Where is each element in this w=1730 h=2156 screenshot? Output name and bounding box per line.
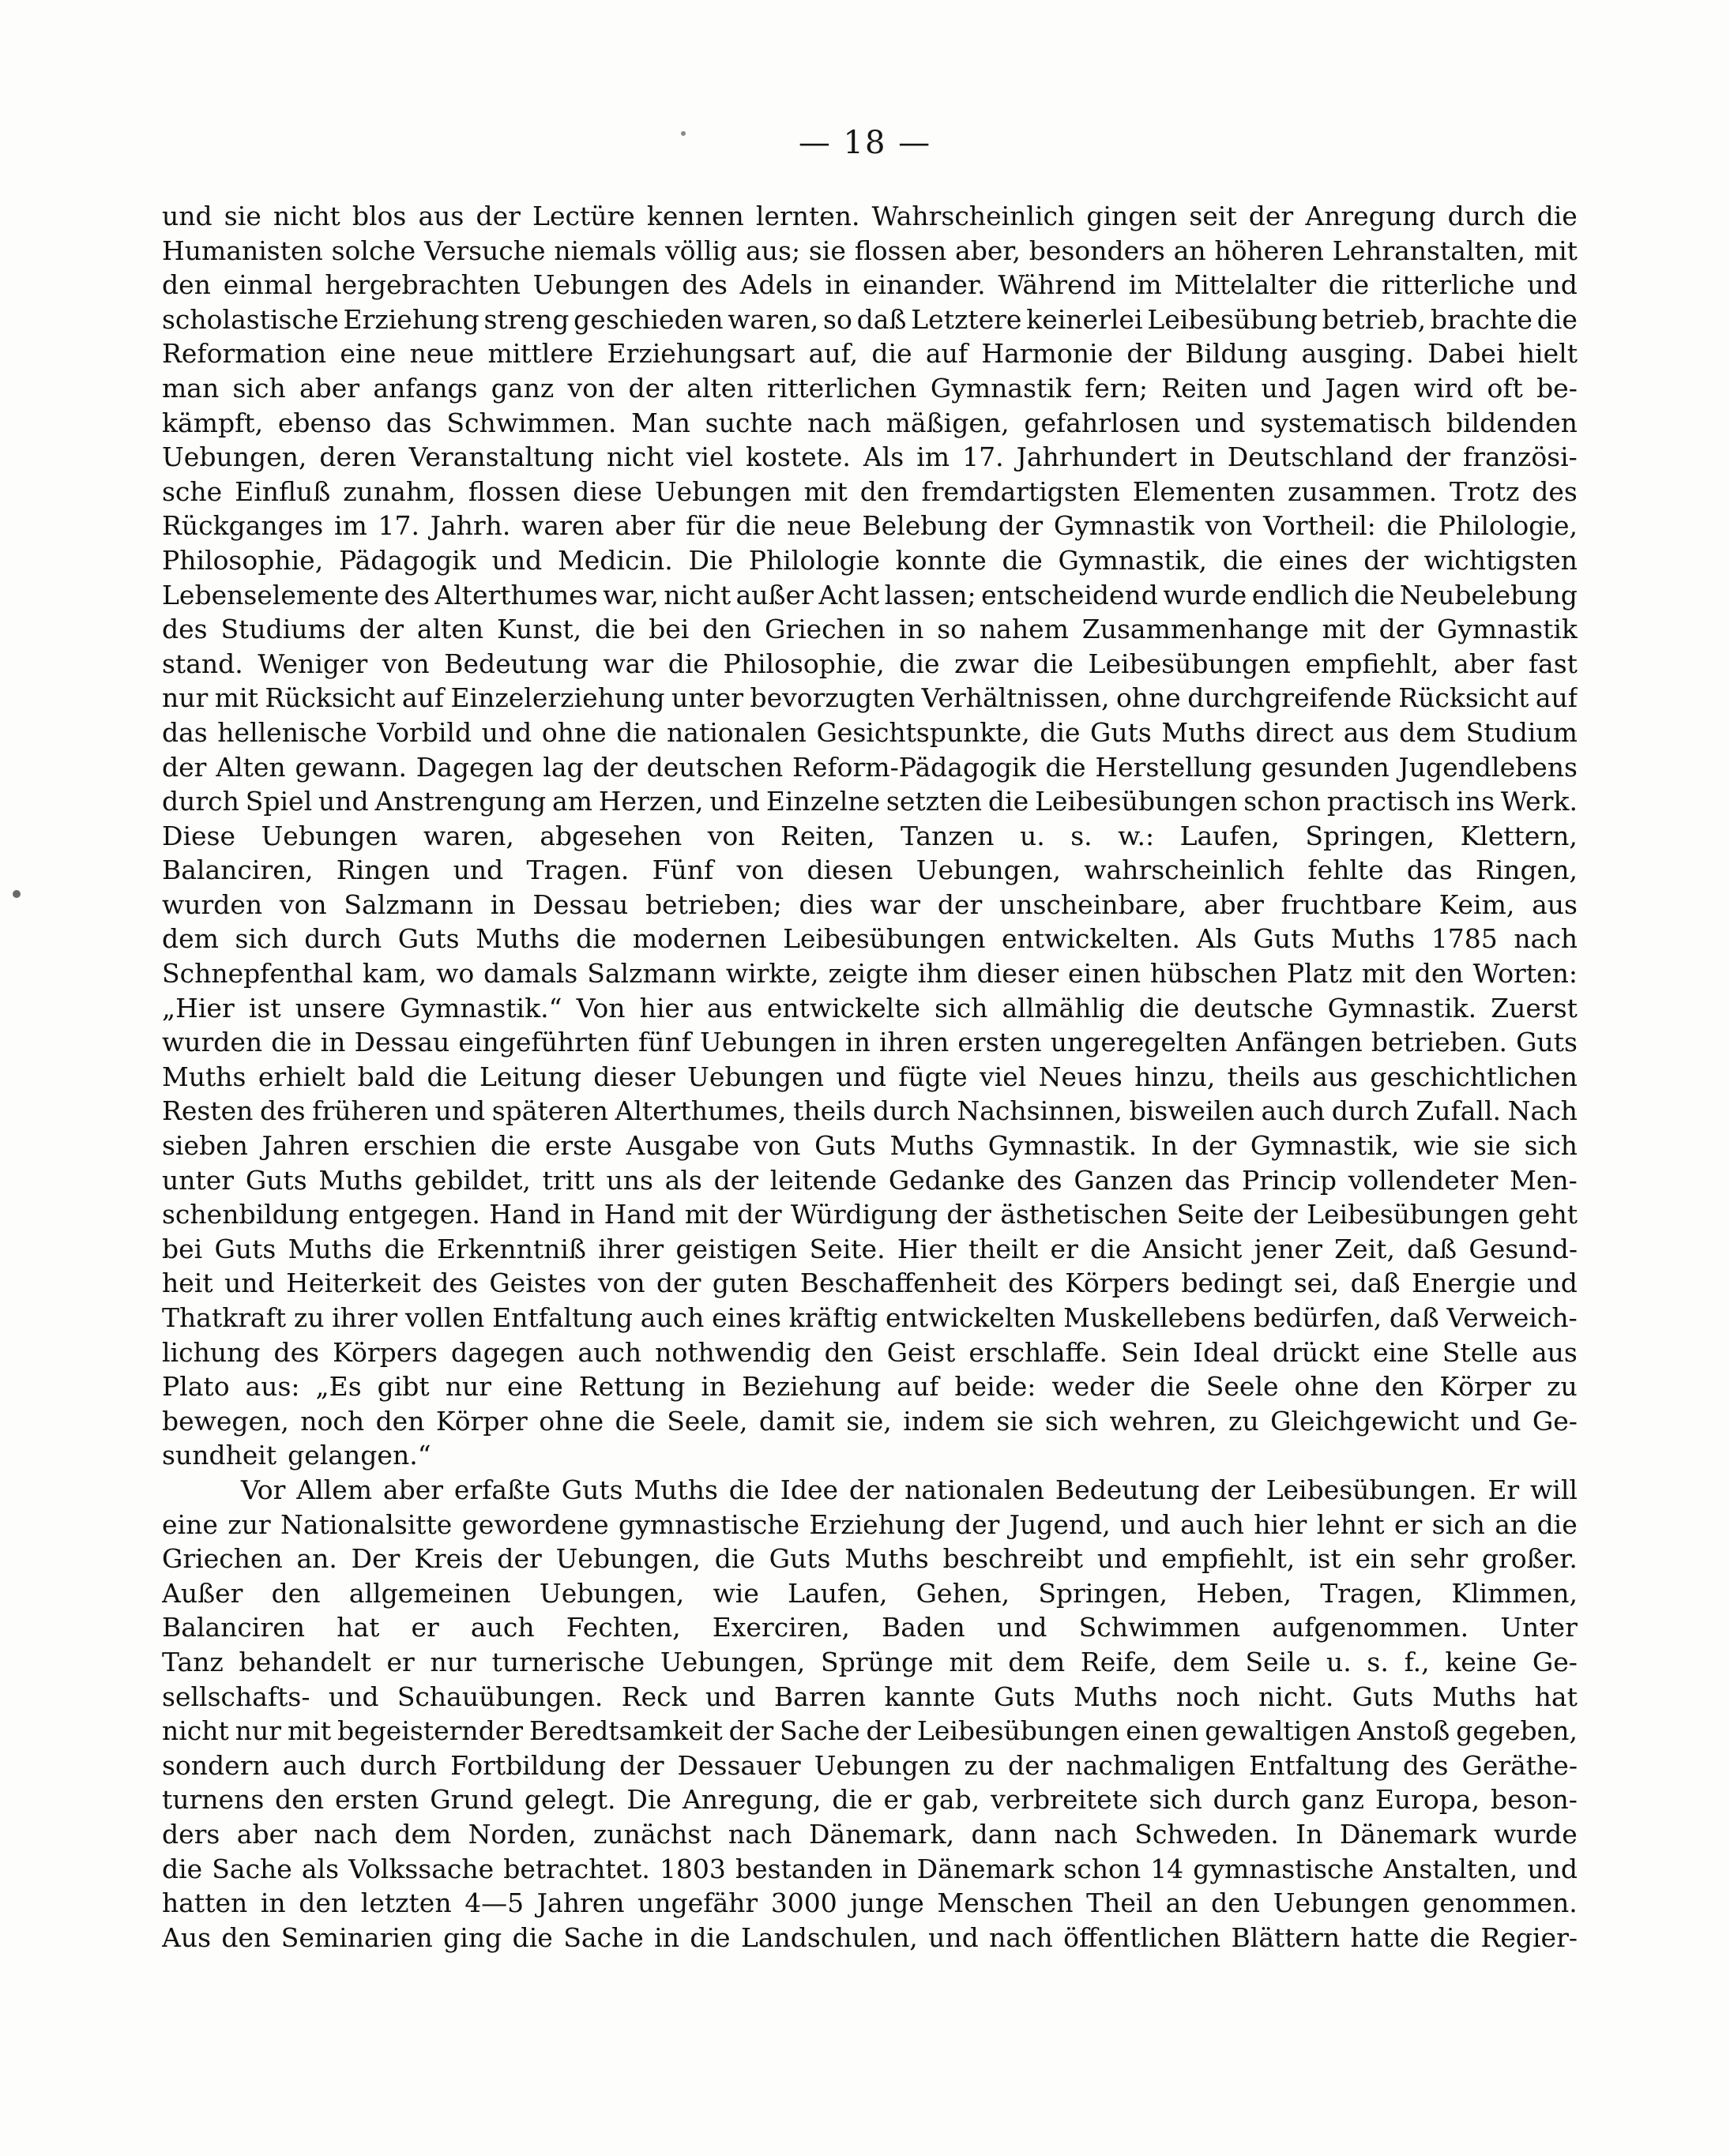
text-line: Lebenselemente des Alterthumes war, nicht außer Acht lassen; entscheidend wurde endlich die Neubelebung [162, 579, 1578, 610]
text-line: durch Spiel und Anstrengung am Herzen, und Einzelne setzten die Leibesübungen schon practisch ins Werk. [162, 786, 1578, 817]
text-line: scholastische Erziehung streng geschieden waren, so daß Letztere keinerlei Leibesübung betrieb, brachte die [162, 303, 1578, 335]
text-line: Resten des früheren und späteren Alterthumes, theils durch Nachsinnen, bisweilen auch durch Zufall. Nach [162, 1095, 1578, 1127]
text-line: sieben Jahren erschien die erste Ausgabe von Guts Muths Gymnastik. In der Gymnastik, wie sie sich [162, 1130, 1578, 1162]
text-line: bewegen, noch den Körper ohne die Seele, damit sie, indem sie sich wehren, zu Gleichgewicht und Ge- [162, 1405, 1578, 1437]
text-line: Plato aus: „Es gibt nur eine Rettung in Beziehung auf beide: weder die Seele ohne den Körper zu [162, 1371, 1578, 1403]
text-line: Tanz behandelt er nur turnerische Uebungen, Sprünge mit dem Reife, dem Seile u. s. f., keine Ge- [162, 1646, 1578, 1677]
ink-speck [13, 890, 21, 898]
text-line: Balanciren hat er auch Fechten, Exerciren, Baden und Schwimmen aufgenommen. Unter [162, 1612, 1578, 1643]
text-line: sche Einfluß zunahm, flossen diese Uebungen mit den fremdartigsten Elementen zusammen. Trotz des [162, 475, 1578, 507]
paragraph [162, 1473, 1578, 1955]
text-line: ders aber nach dem Norden, zunächst nach Dänemark, dann nach Schweden. In Dänemark wurde [162, 1818, 1578, 1850]
body-text [162, 199, 1578, 1955]
text-line: den einmal hergebrachten Uebungen des Adels in einander. Während im Mittelalter die ritterliche und [162, 269, 1578, 301]
text-line: man sich aber anfangs ganz von der alten ritterlichen Gymnastik fern; Reiten und Jagen wird oft be- [162, 372, 1578, 404]
text-line: Vor Allem aber erfaßte Guts Muths die Idee der nationalen Bedeutung der Leibesübungen. Er will [241, 1474, 1578, 1505]
text-line: heit und Heiterkeit des Geistes von der guten Beschaffenheit des Körpers bedingt sei, daß Energie und [162, 1268, 1578, 1299]
text-line: sondern auch durch Fortbildung der Dessauer Uebungen zu der nachmaligen Entfaltung des Geräthe- [162, 1749, 1578, 1781]
page-number: — 18 — [798, 125, 932, 161]
text-line: nicht nur mit begeisternder Beredtsamkeit der Sache der Leibesübungen einen gewaltigen Anstoß gegeben, [162, 1715, 1578, 1747]
text-line: hatten in den letzten 4—5 Jahren ungefähr 3000 junge Menschen Theil an den Uebungen genommen. [162, 1887, 1578, 1919]
text-line: Thatkraft zu ihrer vollen Entfaltung auch eines kräftig entwickelten Muskellebens bedürfen, daß Verweich- [162, 1302, 1578, 1333]
paragraph [162, 199, 1578, 1473]
text-line: eine zur Nationalsitte gewordene gymnastische Erziehung der Jugend, und auch hier lehnt er sich an die [162, 1508, 1578, 1540]
text-line: Humanisten solche Versuche niemals völlig aus; sie flossen aber, besonders an höheren Lehranstalten, mit [162, 235, 1578, 266]
text-line: die Sache als Volkssache betrachtet. 1803 bestanden in Dänemark schon 14 gymnastische Anstalten, und [162, 1853, 1578, 1884]
text-line: stand. Weniger von Bedeutung war die Philosophie, die zwar die Leibesübungen empfiehlt, aber fast [162, 648, 1578, 679]
text-line: sellschafts- und Schauübungen. Reck und Barren kannte Guts Muths noch nicht. Guts Muths hat [162, 1681, 1578, 1712]
text-line: und sie nicht blos aus der Lectüre kennen lernten. Wahrscheinlich gingen seit der Anregung durch die [162, 201, 1578, 231]
text-line: Balanciren, Ringen und Tragen. Fünf von diesen Uebungen, wahrscheinlich fehlte das Ringen, [162, 855, 1578, 886]
text-line: Muths erhielt bald die Leitung dieser Uebungen und fügte viel Neues hinzu, theils aus geschichtlichen [162, 1061, 1578, 1092]
text-line: Uebungen, deren Veranstaltung nicht viel kostete. Als im 17. Jahrhundert in Deutschland der französi- [162, 441, 1578, 473]
text-line: „Hier ist unsere Gymnastik.“ Von hier aus entwickelte sich allmählig die deutsche Gymnastik. Zuerst [162, 992, 1578, 1024]
text-line: kämpft, ebenso das Schwimmen. Man suchte nach mäßigen, gefahrlosen und systematisch bildenden [162, 407, 1578, 438]
text-line: Schnepfenthal kam, wo damals Salzmann wirkte, zeigte ihm dieser einen hübschen Platz mit den Worten: [162, 958, 1578, 990]
text-line: wurden von Salzmann in Dessau betrieben; dies war der unscheinbare, aber fruchtbare Keim, aus [162, 888, 1578, 920]
text-line: Philosophie, Pädagogik und Medicin. Die Philologie konnte die Gymnastik, die eines der wichtigsten [162, 544, 1578, 576]
text-line: Reformation eine neue mittlere Erziehungsart auf, die auf Harmonie der Bildung ausging. Dabei hielt [162, 338, 1578, 370]
text-line: lichung des Körpers dagegen auch nothwendig den Geist erschlaffe. Sein Ideal drückt eine Stelle aus [162, 1336, 1578, 1368]
text-line: des Studiums der alten Kunst, die bei den Griechen in so nahem Zusammenhange mit der Gymnastik [162, 614, 1578, 645]
text-line: Diese Uebungen waren, abgesehen von Reiten, Tanzen u. s. w.: Laufen, Springen, Klettern, [162, 820, 1578, 851]
text-line: unter Guts Muths gebildet, tritt uns als der leitende Gedanke des Ganzen das Princip vollendeter Men- [162, 1164, 1578, 1196]
text-line: schenbildung entgegen. Hand in Hand mit der Würdigung der ästhetischen Seite der Leibesübungen geht [162, 1199, 1578, 1230]
text-line: der Alten gewann. Dagegen lag der deutschen Reform-Pädagogik die Herstellung gesunden Jugendlebens [162, 751, 1578, 783]
text-line: Aus den Seminarien ging die Sache in die Landschulen, und nach öffentlichen Blättern hatte die Regier- [162, 1921, 1578, 1953]
text-line: nur mit Rücksicht auf Einzelerziehung unter bevorzugten Verhältnissen, ohne durchgreifende Rücksicht auf [162, 682, 1578, 714]
text-line: Rückganges im 17. Jahrh. waren aber für die neue Belebung der Gymnastik von Vortheil: die Philologie, [162, 510, 1578, 542]
text-line: turnens den ersten Grund gelegt. Die Anregung, die er gab, verbreitete sich durch ganz Europa, beson- [162, 1784, 1578, 1816]
text-line: bei Guts Muths die Erkenntniß ihrer geistigen Seite. Hier theilt er die Ansicht jener Zeit, daß Gesund- [162, 1233, 1578, 1264]
text-line: Griechen an. Der Kreis der Uebungen, die Guts Muths beschreibt und empfiehlt, ist ein sehr großer. [162, 1543, 1578, 1575]
text-line: das hellenische Vorbild und ohne die nationalen Gesichtspunkte, die Guts Muths direct aus dem Studium [162, 716, 1578, 748]
text-line: dem sich durch Guts Muths die modernen Leibesübungen entwickelten. Als Guts Muths 1785 nach [162, 923, 1578, 955]
text-line: Außer den allgemeinen Uebungen, wie Laufen, Gehen, Springen, Heben, Tragen, Klimmen, [162, 1577, 1578, 1609]
text-line: sundheit gelangen.“ [162, 1440, 431, 1471]
text-line: wurden die in Dessau eingeführten fünf Uebungen in ihren ersten ungeregelten Anfängen betrieben. Guts [162, 1027, 1578, 1058]
